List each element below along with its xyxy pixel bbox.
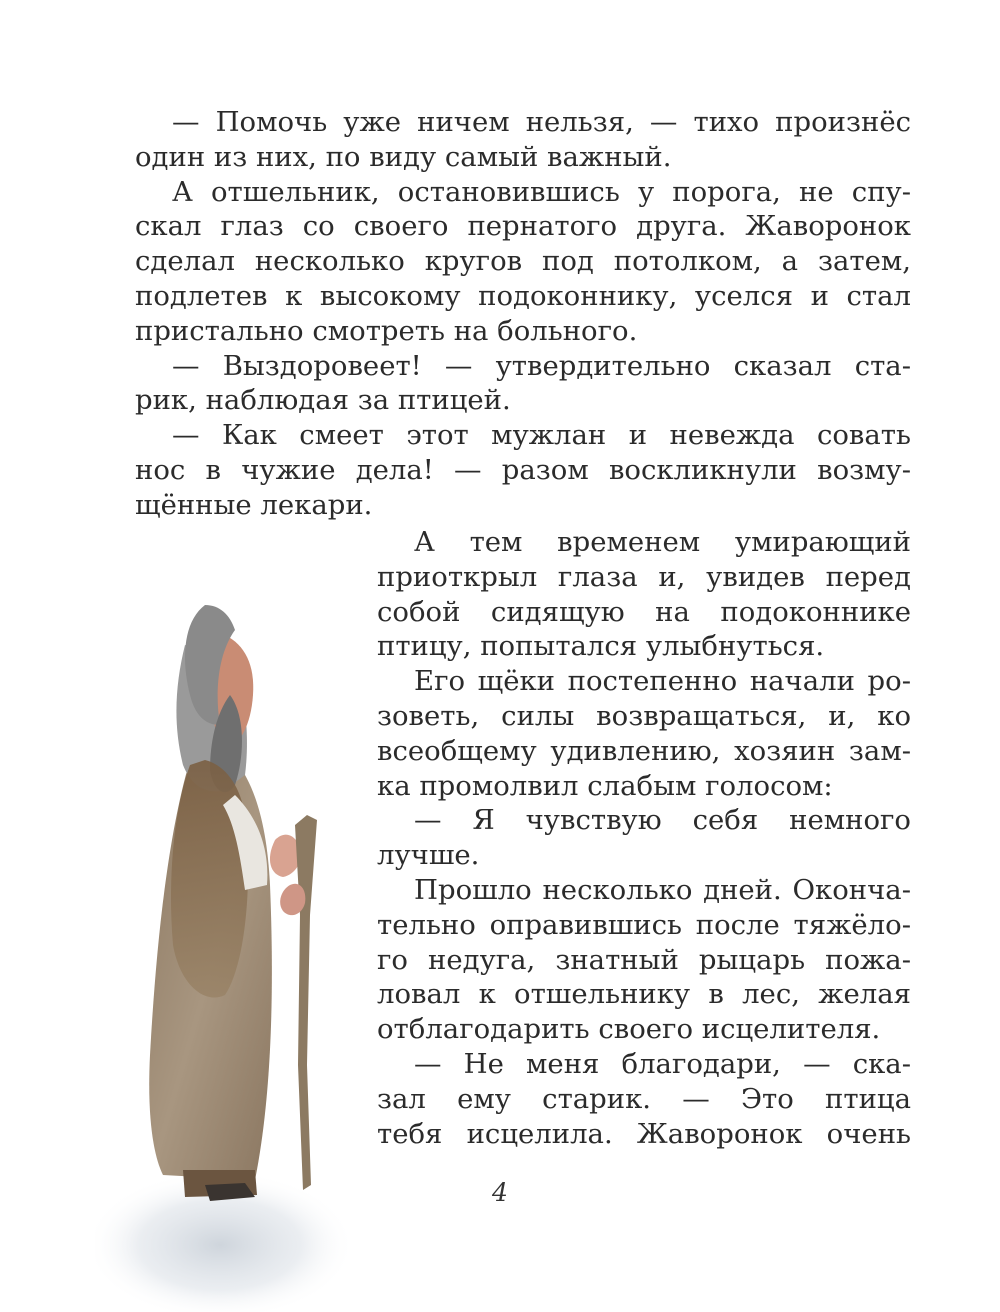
text-line: отблагодарить своего исцелителя. — [377, 1013, 881, 1046]
text-line: А отшельник, остановившись у порога, не спу- — [172, 175, 911, 208]
text-line: птицу, попытался улыбнуться. — [377, 630, 825, 663]
paragraph — [135, 105, 911, 175]
paragraph — [377, 664, 911, 803]
page-number: 4 — [492, 1178, 508, 1207]
text-line: Прошло несколько дней. Оконча- — [414, 873, 911, 906]
text-line: всеобщему удивлению, хозяин зам- — [377, 734, 911, 767]
text-line: Его щёки постепенно начали ро- — [414, 665, 911, 698]
text-line: лучше. — [377, 839, 480, 872]
text-line: приоткрыл глаза и, увидев перед — [377, 560, 911, 593]
text-line: ловал к отшельнику в лес, желая — [377, 978, 911, 1011]
text-line: зоветь, силы возвращаться, и, ко — [377, 699, 911, 732]
text-line: собой сидящую на подоконнике — [377, 595, 911, 628]
paragraph — [135, 175, 911, 349]
paragraph — [377, 1047, 911, 1151]
text-line: А тем временем умирающий — [414, 526, 911, 558]
text-line: зал ему старик. — Это птица — [377, 1082, 911, 1115]
paragraph — [135, 418, 911, 522]
text-line: пристально смотреть на больного. — [135, 314, 638, 347]
paragraph — [377, 525, 911, 664]
text-line: подлетев к высокому подоконнику, уселся и стал — [135, 279, 911, 312]
text-line: сделал несколько кругов под потолком, а затем, — [135, 245, 911, 278]
side-text-block — [377, 525, 911, 1151]
text-line: скал глаз со своего пернатого друга. Жаворонок — [135, 210, 911, 243]
top-text-block — [135, 105, 911, 523]
text-line: — Не меня благодари, — ска- — [414, 1047, 911, 1080]
paragraph — [377, 873, 911, 1047]
paragraph — [377, 803, 911, 873]
text-line: рик, наблюдая за птицей. — [135, 384, 511, 417]
paragraph — [135, 349, 911, 419]
text-line: — Я чувствую себя немного — [414, 804, 911, 837]
text-line: — Как смеет этот мужлан и невежда совать — [172, 419, 911, 452]
text-line: го недуга, знатный рыцарь пожа- — [377, 943, 911, 976]
text-line: щённые лекари. — [135, 488, 373, 521]
text-line: — Выздоровеет! — утвердительно сказал ста- — [172, 349, 911, 382]
text-line: один из них, по виду самый важный. — [135, 140, 672, 173]
text-line: ка промолвил слабым голосом: — [377, 769, 833, 802]
text-line: нос в чужие дела! — разом воскликнули возму- — [135, 453, 911, 486]
text-line: тебя исцелила. Жаворонок очень — [377, 1117, 911, 1150]
text-line: тельно оправившись после тяжёло- — [377, 908, 911, 941]
text-line: — Помочь уже ничем нельзя, — тихо произнёс — [172, 106, 911, 138]
